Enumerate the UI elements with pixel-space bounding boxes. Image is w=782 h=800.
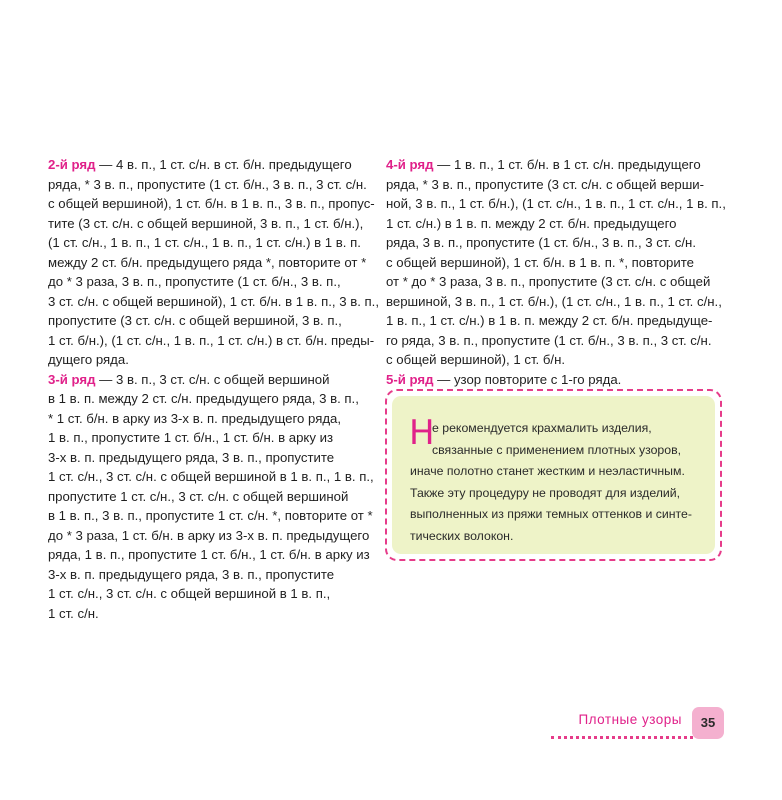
row-3-text: 3-х в. п. предыдущего ряда, 3 в. п., пропустите bbox=[48, 449, 335, 465]
row-4-text: 1 ст. с/н.) в 1 в. п. между 2 ст. б/н. предыдущего bbox=[386, 215, 677, 231]
tip-text-line: Также эту процедуру не проводят для изделий, bbox=[410, 485, 681, 500]
row-2-text: 1 ст. б/н.), (1 ст. с/н., 1 в. п., 1 ст. с/н.) в ст. б/н. преды- bbox=[48, 332, 375, 348]
row-3-text: 1 ст. с/н., 3 ст. с/н. с общей вершиной в 1 в. п., 1 в. п., bbox=[48, 469, 374, 484]
row-4-text: 1 в. п., 1 ст. с/н.) в 1 в. п. между 2 ст. б/н. предыдуще- bbox=[386, 313, 713, 328]
row-4-text: ряда, * 3 в. п., пропустите (3 ст. с/н. с общей верши- bbox=[386, 176, 705, 192]
tip-text-line: тических волокон. bbox=[410, 528, 514, 543]
row-2-text: (1 ст. с/н., 1 в. п., 1 ст. с/н., 1 в. п., 1 ст. с/н.) в 1 в. п. bbox=[48, 235, 361, 250]
row-3-text: в 1 в. п. между 2 ст. с/н. предыдущего ряда, 3 в. п., bbox=[48, 391, 359, 406]
row-4-text: го ряда, 3 в. п., пропустите (1 ст. б/н., 3 в. п., 3 ст. с/н. bbox=[386, 332, 712, 348]
row-3-paragraph bbox=[48, 370, 374, 624]
right-column bbox=[386, 155, 726, 389]
row-3-text: * 1 ст. б/н. в арку из 3-х в. п. предыдущего ряда, bbox=[48, 410, 342, 426]
tip-text-line: е рекомендуется крахмалить изделия, bbox=[432, 421, 652, 435]
row-4-text: с общей вершиной), 1 ст. б/н. bbox=[386, 352, 566, 367]
row-4-text: ряда, 3 в. п., пропустите (1 ст. б/н., 3 в. п., 3 ст. с/н. bbox=[386, 235, 696, 250]
row-4-text: — 1 в. п., 1 ст. б/н. в 1 ст. с/н. предыдущего bbox=[433, 157, 701, 172]
row-3-text: 1 в. п., пропустите 1 ст. б/н., 1 ст. б/н. в арку из bbox=[48, 430, 333, 445]
row-3-text: в 1 в. п., 3 в. п., пропустите 1 ст. с/н. *, повторите от * bbox=[48, 508, 373, 523]
row-3-text: 1 ст. с/н., 3 ст. с/н. с общей вершиной в 1 в. п., bbox=[48, 586, 331, 601]
tip-text-line: связанные с применением плотных узоров, bbox=[432, 442, 682, 457]
row-3-text: 3-х в. п. предыдущего ряда, 3 в. п., пропустите bbox=[48, 566, 335, 582]
tip-text-line: выполненных из пряжи темных оттенков и синте- bbox=[410, 507, 692, 521]
row-4-paragraph bbox=[386, 155, 726, 370]
row-3-text: ряда, 1 в. п., пропустите 1 ст. б/н., 1 ст. б/н. в арку из bbox=[48, 547, 370, 562]
row-2-text: пропустите (3 ст. с/н. с общей вершиной, 3 в. п., bbox=[48, 313, 342, 328]
row-4-label: 4-й ряд bbox=[386, 157, 434, 172]
page-number: 35 bbox=[692, 707, 724, 739]
row-2-paragraph bbox=[48, 155, 380, 370]
row-4-text: с общей вершиной), 1 ст. б/н. в 1 в. п. *, повторите bbox=[386, 254, 694, 270]
section-title: Плотные узоры bbox=[578, 712, 682, 727]
row-2-text: дущего ряда. bbox=[48, 352, 129, 367]
row-3-label: 3-й ряд bbox=[48, 371, 96, 387]
row-2-label: 2-й ряд bbox=[48, 157, 96, 172]
row-5-paragraph bbox=[386, 370, 708, 390]
row-4-text: вершиной, 3 в. п., 1 ст. б/н.), (1 ст. с/н., 1 в. п., 1 ст. с/н., bbox=[386, 293, 722, 309]
row-2-text: с общей вершиной), 1 ст. б/н. в 1 в. п., 3 в. п., пропус- bbox=[48, 196, 375, 211]
row-2-text: между 2 ст. б/н. предыдущего ряда *, повторите от * bbox=[48, 254, 367, 270]
row-4-text: от * до * 3 раза, 3 в. п., пропустите (3 ст. с/н. с общей bbox=[386, 274, 711, 289]
footer-dotted-divider bbox=[551, 736, 693, 739]
row-2-text: тите (3 ст. с/н. с общей вершиной, 3 в. п., 1 ст. б/н.), bbox=[48, 215, 364, 231]
row-3-text: до * 3 раза, 1 ст. б/н. в арку из 3-х в. п. предыдущего bbox=[48, 527, 370, 543]
tip-box bbox=[385, 389, 722, 561]
tip-text-line: иначе полотно станет жестким и неэластичным. bbox=[410, 464, 685, 478]
row-3-text: 1 ст. с/н. bbox=[48, 605, 99, 621]
tip-box-content bbox=[392, 396, 715, 554]
tip-dropcap: Н bbox=[409, 413, 435, 453]
row-2-text: ряда, * 3 в. п., пропустите (1 ст. б/н., 3 в. п., 3 ст. с/н. bbox=[48, 176, 367, 192]
left-column bbox=[48, 155, 380, 623]
row-4-text: ной, 3 в. п., 1 ст. б/н.), (1 ст. с/н., 1 в. п., 1 ст. с/н., 1 в. п., bbox=[386, 196, 726, 211]
row-2-text: — 4 в. п., 1 ст. с/н. в ст. б/н. предыдущего bbox=[95, 157, 352, 172]
row-5-label: 5-й ряд bbox=[386, 371, 434, 387]
row-2-text: 3 ст. с/н. с общей вершиной), 1 ст. б/н. в 1 в. п., 3 в. п., bbox=[48, 293, 380, 309]
row-5-text: — узор повторите с 1-го ряда. bbox=[433, 371, 622, 387]
row-3-text: — 3 в. п., 3 ст. с/н. с общей вершиной bbox=[95, 371, 330, 387]
row-3-text: пропустите 1 ст. с/н., 3 ст. с/н. с общей вершиной bbox=[48, 488, 349, 504]
row-2-text: до * 3 раза, 3 в. п., пропустите (1 ст. б/н., 3 в. п., bbox=[48, 274, 341, 289]
